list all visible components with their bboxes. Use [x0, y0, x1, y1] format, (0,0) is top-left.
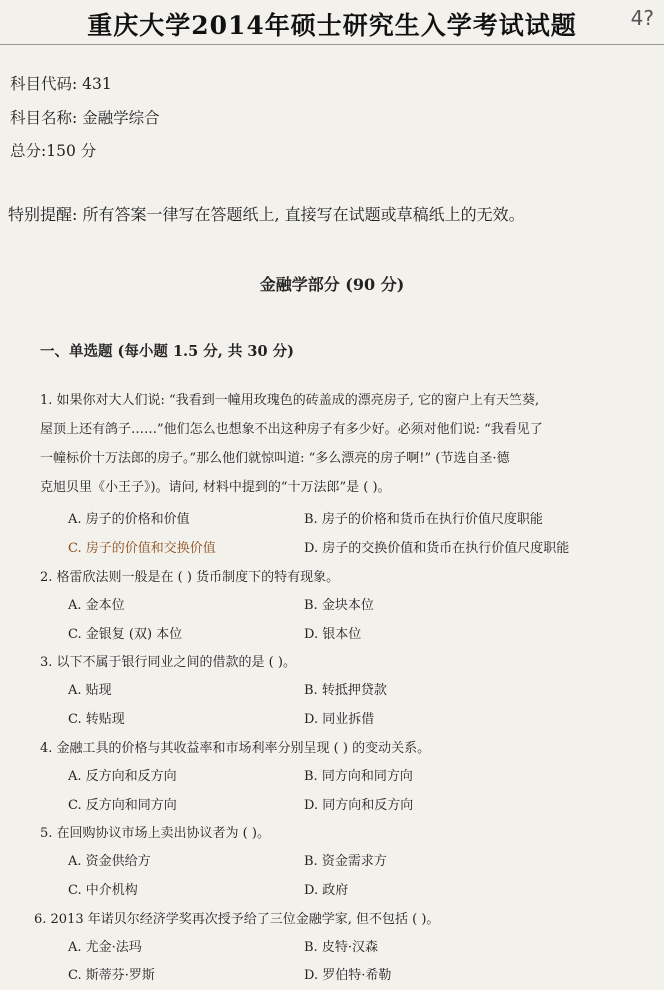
question-5: 5. 在回购协议市场上卖出协议者为 ( )。 — [40, 826, 270, 841]
question-1-line: 克旭贝里《小王子》)。请问, 材料中提到的“十万法郎”是 ( )。 — [40, 480, 391, 495]
question-2-option-d: D. 银本位 — [304, 627, 362, 642]
header-rule — [0, 44, 664, 45]
question-4-option-a: A. 反方向和反方向 — [68, 769, 177, 784]
question-4-option-b: B. 同方向和同方向 — [304, 769, 413, 784]
question-3-option-c: C. 转贴现 — [68, 712, 125, 727]
question-3-option-d: D. 同业拆借 — [304, 712, 375, 727]
question-3: 3. 以下不属于银行同业之间的借款的是 ( )。 — [40, 655, 296, 670]
question-5-option-c: C. 中介机构 — [68, 883, 138, 898]
question-5-option-d: D. 政府 — [304, 883, 349, 898]
question-4-option-c: C. 反方向和同方向 — [68, 798, 177, 813]
question-1-option-c: C. 房子的价值和交换价值 — [68, 541, 216, 556]
question-2-option-c: C. 金银复 (双) 本位 — [68, 627, 183, 642]
question-1-line: 屋顶上还有鸽子……”他们怎么也想象不出这种房子有多少好。必须对他们说: “我看见了 — [40, 422, 543, 437]
question-6-option-a: A. 尤金·法玛 — [68, 940, 142, 955]
subsection-title: 一、单选题 (每小题 1.5 分, 共 30 分) — [40, 343, 294, 360]
question-2-option-a: A. 金本位 — [68, 598, 125, 613]
question-5-option-a: A. 资金供给方 — [68, 854, 151, 869]
section-title: 金融学部分 (90 分) — [259, 275, 405, 294]
total-score: 总分:150 分 — [10, 142, 97, 160]
question-3-option-a: A. 贴现 — [68, 683, 112, 698]
question-6: 6. 2013 年诺贝尔经济学奖再次授予给了三位金融学家, 但不包括 ( )。 — [34, 912, 440, 927]
question-5-option-b: B. 资金需求方 — [304, 854, 387, 869]
question-6-option-b: B. 皮特·汉森 — [304, 940, 378, 955]
question-1-option-a: A. 房子的价格和价值 — [68, 512, 190, 527]
question-2: 2. 格雷欣法则一般是在 ( ) 货币制度下的特有现象。 — [40, 570, 340, 585]
question-4-option-d: D. 同方向和反方向 — [304, 798, 414, 813]
subject-name: 科目名称: 金融学综合 — [10, 109, 160, 127]
question-4: 4. 金融工具的价格与其收益率和市场利率分别呈现 ( ) 的变动关系。 — [40, 741, 431, 756]
question-6-option-c: C. 斯蒂芬·罗斯 — [68, 968, 155, 983]
question-6-option-d: D. 罗伯特·希勒 — [304, 968, 392, 983]
question-1-line: 1. 如果你对大人们说: “我看到一幢用玫瑰色的砖盖成的漂亮房子, 它的窗户上有天竺葵, — [40, 393, 540, 408]
handwritten-page-mark: 4? — [630, 6, 654, 30]
question-3-option-b: B. 转抵押贷款 — [304, 683, 387, 698]
question-2-option-b: B. 金块本位 — [304, 598, 374, 613]
question-1-line: 一幢标价十万法郎的房子。”那么他们就惊叫道: “多么漂亮的房子啊!” (节选自圣·德 — [40, 451, 510, 466]
exam-title: 重庆大学2014年硕士研究生入学考试试题 — [87, 11, 577, 40]
special-notice: 特别提醒: 所有答案一律写在答题纸上, 直接写在试题或草稿纸上的无效。 — [8, 205, 525, 224]
question-1-option-d: D. 房子的交换价值和货币在执行价值尺度职能 — [304, 541, 570, 556]
question-1-option-b: B. 房子的价格和货币在执行价值尺度职能 — [304, 512, 543, 527]
question-1 — [40, 386, 660, 502]
subject-code: 科目代码: 431 — [10, 75, 112, 93]
